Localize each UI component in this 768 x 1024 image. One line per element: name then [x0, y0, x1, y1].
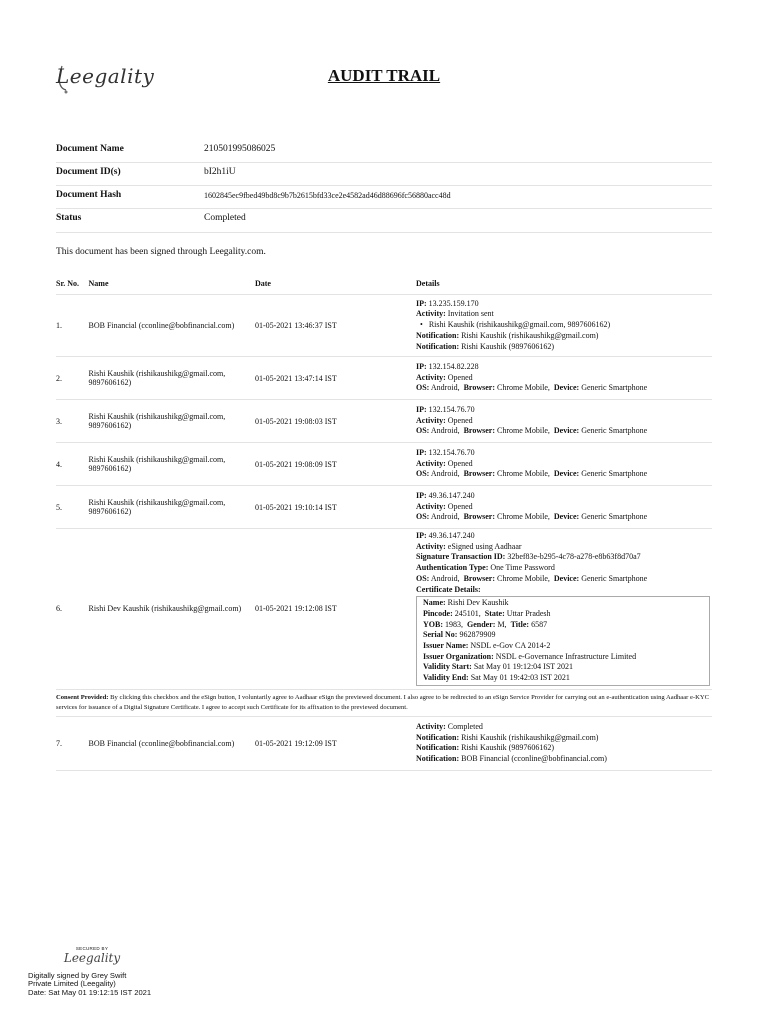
- digital-line: Private Limited (Leegality): [28, 979, 116, 989]
- logo-text: Leegality: [56, 64, 155, 88]
- row-sr: 2.: [56, 357, 89, 400]
- footer-logo-text: Leegality: [63, 951, 121, 965]
- header-sr: Sr. No.: [56, 272, 89, 295]
- table-row: [56, 443, 712, 486]
- row-sr: 4.: [56, 443, 89, 486]
- row-date: 01-05-2021 13:47:14 IST: [255, 357, 416, 400]
- row-name: Rishi Kaushik (rishikaushikg@gmail.com, 9897606162): [89, 443, 255, 486]
- row-name: Rishi Dev Kaushik (rishikaushikg@gmail.com): [89, 529, 255, 690]
- meta-status: [56, 208, 712, 233]
- digital-line: Date: Sat May 01 19:12:15 IST 2021: [28, 987, 152, 997]
- header-name: Name: [89, 272, 255, 295]
- digital-signature-note: [28, 972, 151, 997]
- row-name: Rishi Kaushik (rishikaushikg@gmail.com, 9897606162): [89, 486, 255, 529]
- bullet-icon: •: [420, 320, 423, 330]
- meta-value: Completed: [204, 213, 246, 223]
- consent-text: Consent Provided: By clicking this checkbox and the eSign button, I voluntarily agree to Aadhaar eSign the previewed document. I also agree to be redirected to an eSign Service Provider for carrying out an e-authentication using Aadhaar e-KYC services for issuance of a Digital Signature Certificate. I agree to accept such Certificate for its affixation to the previewed document.: [56, 689, 712, 716]
- table-row: [56, 357, 712, 400]
- row-details: IP: 13.235.159.170 Activity: Invitation sent • Rishi Kaushik (rishikaushikg@gmail.com, 9897606162) Notification: Rishi Kaushik (rishikaushikg@gmail.com) Notification: Rishi Kaushik (9897606162): [416, 295, 712, 357]
- audit-table: [56, 272, 712, 771]
- row-sr: 3.: [56, 400, 89, 443]
- row-name: Rishi Kaushik (rishikaushikg@gmail.com, 9897606162): [89, 357, 255, 400]
- table-row: [56, 295, 712, 357]
- row-sr: 6.: [56, 529, 89, 690]
- meta-document-id: [56, 162, 712, 186]
- table-row: [56, 400, 712, 443]
- row-date: 01-05-2021 19:12:08 IST: [255, 529, 416, 690]
- page-title: AUDIT TRAIL: [327, 66, 441, 85]
- row-sr: 7.: [56, 716, 89, 770]
- meta-value: 210501995086025: [204, 144, 276, 154]
- row-sr: 1.: [56, 295, 89, 357]
- row-name: Rishi Kaushik (rishikaushikg@gmail.com, 9897606162): [89, 400, 255, 443]
- digital-line: Digitally signed by Grey Swift: [28, 971, 127, 980]
- footer-secured-logo: [62, 946, 122, 970]
- row-date: 01-05-2021 19:12:09 IST: [255, 716, 416, 770]
- row-details: IP: 132.154.82.228 Activity: Opened OS: Android, Browser: Chrome Mobile, Device: Generic Smartphone: [416, 357, 712, 400]
- meta-label: Status: [56, 213, 82, 223]
- meta-label: Document Hash: [56, 190, 122, 200]
- row-details: IP: 49.36.147.240 Activity: eSigned using Aadhaar Signature Transaction ID: 32bef83e-b295-4c78-a278-e8b63f8d70a7 Authentication Type: One Time Password OS: Android, Browser: Chrome Mobile, Device: Generic Smartphone Certificate Details: Name: Rishi Dev Kaushik Pincode: 245101, State: Uttar Pradesh YOB: 1983, Gender: M, Title: 6587 Serial No: 962879909 Issuer Name: NSDL e-Gov CA 2014-2 Issuer Organization: NSDL e-Governance Infrastructure Limited Validity Start: Sat May 01 19:12:04 IST 2021 Validity End: Sat May 01 19:42:03 IST 2021: [416, 529, 712, 690]
- meta-label: Document Name: [56, 144, 124, 154]
- row-name: BOB Financial (cconline@bobfinancial.com): [89, 716, 255, 770]
- row-details: IP: 132.154.76.70 Activity: Opened OS: Android, Browser: Chrome Mobile, Device: Generic Smartphone: [416, 443, 712, 486]
- table-header-row: [56, 272, 712, 295]
- certificate-details-box: Name: Rishi Dev Kaushik Pincode: 245101, State: Uttar Pradesh YOB: 1983, Gender: M, Title: 6587 Serial No: 962879909 Issuer Name: NSDL e-Gov CA 2014-2 Issuer Organization: NSDL e-Governance Infrastructure Limited Validity Start: Sat May 01 19:12:04 IST 2021 Validity End: Sat May 01 19:42:03 IST 2021: [416, 596, 710, 686]
- row-details: Activity: Completed Notification: Rishi Kaushik (rishikaushikg@gmail.com) Notification: Rishi Kaushik (9897606162) Notification: BOB Financial (cconline@bobfinancial.com): [416, 716, 712, 770]
- row-date: 01-05-2021 13:46:37 IST: [255, 295, 416, 357]
- consent-row: [56, 689, 712, 716]
- secured-by-text: SECURED BY: [75, 946, 109, 951]
- meta-document-name: [56, 139, 712, 163]
- header-date: Date: [255, 272, 416, 295]
- signed-through-text: This document has been signed through Leegality.com.: [56, 247, 266, 257]
- header-details: Details: [416, 272, 712, 295]
- meta-label: Document ID(s): [56, 167, 121, 177]
- row-name: BOB Financial (cconline@bobfinancial.com): [89, 295, 255, 357]
- row-details: IP: 49.36.147.240 Activity: Opened OS: Android, Browser: Chrome Mobile, Device: Generic Smartphone: [416, 486, 712, 529]
- table-row: [56, 486, 712, 529]
- row-details: IP: 132.154.76.70 Activity: Opened OS: Android, Browser: Chrome Mobile, Device: Generic Smartphone: [416, 400, 712, 443]
- table-row: [56, 529, 712, 690]
- meta-value: bI2h1iU: [204, 167, 236, 177]
- table-row: [56, 716, 712, 770]
- row-date: 01-05-2021 19:08:03 IST: [255, 400, 416, 443]
- row-sr: 5.: [56, 486, 89, 529]
- meta-value: 1602845ec9fbed49bd8c9b7b2615bfd33ce2e4582ad46d88696fc56880acc48d: [204, 191, 451, 200]
- row-date: 01-05-2021 19:10:14 IST: [255, 486, 416, 529]
- row-date: 01-05-2021 19:08:09 IST: [255, 443, 416, 486]
- meta-document-hash: [56, 185, 712, 209]
